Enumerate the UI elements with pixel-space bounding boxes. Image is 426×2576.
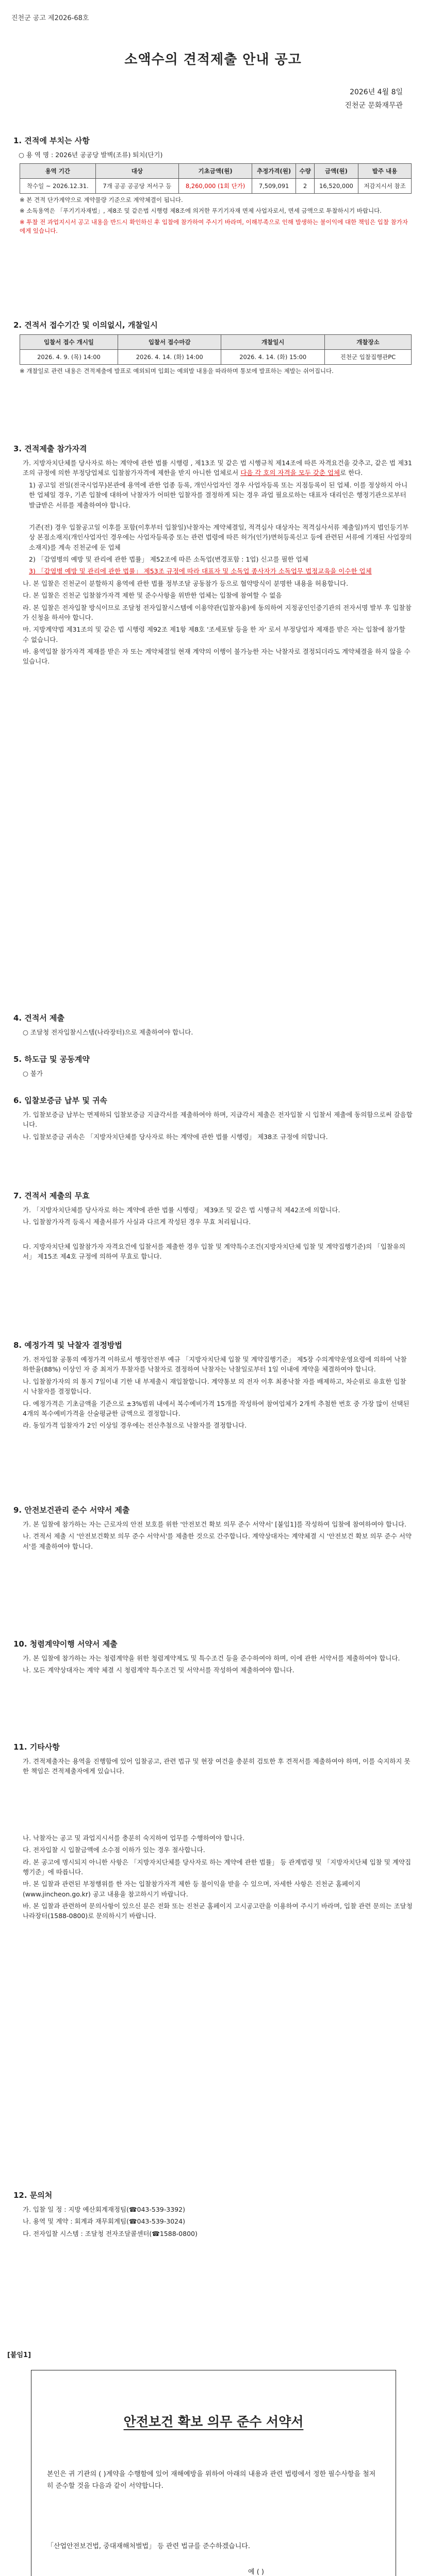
s3-p1: 1) 공고일 전일(전국시업무)본관에 용역에 관한 업종 등록, 개인사업자인 경우 사업자등록 또는 지점등록이 된 업체. 이를 정상하지 아니한 업체일 경우, 기존 입찰에 대하여 낙찰자가 어떠한 입찰자를 결정하게 되는 경우 과업 필요로하는 대표자 대리인은 행정기관으로부터 발급받은 서류를 제출하여야 합니다. xyxy=(29,481,408,509)
service-table xyxy=(20,163,412,194)
s3-ga-text: 가. 지방자치단체를 당사자로 하는 계약에 관한 법률 시행령 , 제13조 및 같은 법 시행규칙 제14조에 따른 자격요건을 갖추고, 같은 법 제31조의 규정에 의한 부정당업체로 입찰참가자격에 제한을 받지 아니한 업체로서 xyxy=(23,459,412,477)
th-close: 입찰서 접수마감 xyxy=(118,335,221,350)
cell-quantity: 2 xyxy=(296,179,315,194)
s10-na: 나. 모든 계약상대자는 계약 체결 시 청렴계약 특수조건 및 서약서를 작성하여 제출하여야 합니다. xyxy=(23,1666,294,1674)
pledge-box xyxy=(31,2370,396,2576)
section-10 xyxy=(13,1638,413,1677)
th-opening: 개찰일시 xyxy=(221,335,325,350)
section-8 xyxy=(13,1340,413,1433)
s6-na: 나. 입찰보증금 귀속은 「지방자치단체를 당사자로 하는 계약에 관한 법률 시행령」 제38조 규정에 의합니다. xyxy=(23,1132,328,1141)
pledge-title: 안전보건 확보 의무 준수 서약서 xyxy=(123,2414,304,2429)
s3-ma: 마. 지방계약법 제31조의 및 같은 법 시행령 제92조 제1항 제8호 '조세포탈 등을 한 자' 로서 부정당업자 제재를 받은 자는 입찰에 참가할 수 없습니다. xyxy=(23,625,405,643)
th-open: 입찰서 접수 개시일 xyxy=(20,335,118,350)
s11-ga: 가. 견적제출자는 용역을 진행함에 있어 입찰공고, 관련 법규 및 현장 여건을 충분히 검토한 후 견적서를 제출하여야 하며, 이를 숙지하지 못한 책임은 견적제출자에게 있습니다. xyxy=(23,1757,411,1775)
notice-date: 2026년 4월 8일 xyxy=(350,88,403,96)
section-6-heading: 6. 입찰보증금 납부 및 귀속 xyxy=(13,1096,107,1105)
section-8-heading: 8. 예정가격 및 낙찰자 결정방법 xyxy=(13,1341,122,1350)
th-amount: 금액(원) xyxy=(314,164,358,179)
pledge-p2: 「산업안전보건법, 중대재해처벌법」 등 관련 법규를 준수하겠습니다. xyxy=(47,2543,250,2550)
th-estimated: 추정가격(원) xyxy=(252,164,296,179)
s5-body: ○ 불가 xyxy=(23,1070,43,1077)
section-2 xyxy=(13,319,413,376)
s3-ga xyxy=(23,458,413,478)
s9-ga: 가. 본 입찰에 참가하는 자는 근로자의 안전 보호를 위한 '안전보건 확보 의무 준수 서약서' [붙임1]를 작성하여 입찰에 참여하여야 합니다. xyxy=(23,1520,407,1528)
s1-note-3: ※ 투찰 전 과업지시서 공고 내용을 반드시 확인하신 후 입찰에 참가하여 주시기 바라며, 이해부족으로 인해 발생하는 불이익에 대한 책임은 입찰 참가자에게 있습니다. xyxy=(20,218,408,234)
cell-opening: 2026. 4. 14. (화) 15:00 xyxy=(221,350,325,365)
cell-amount: 16,520,000 xyxy=(314,179,358,194)
s3-da: 다. 본 입찰은 진천군 입찰참가자격 제한 및 준수사항을 위반한 업체는 입찰에 참여할 수 없음 xyxy=(23,591,282,600)
service-name: ○ 용 역 명 : 2026년 공공당 발벽(조류) 퇴치(단기) xyxy=(19,151,163,159)
table-row xyxy=(20,179,412,194)
notice-number: 진천군 공고 제2026-68호 xyxy=(11,14,89,22)
s12-ga: 가. 입찰 일 정 : 지방 예산회계재정팀(☎043-539-3392) xyxy=(23,2206,185,2213)
section-11-heading: 11. 기타사항 xyxy=(13,1742,60,1752)
s11-na: 나. 낙찰자는 공고 및 과업지시서를 충분히 숙지하여 업무를 수행하여야 합니다. xyxy=(23,1834,245,1842)
th-content: 발주 내용 xyxy=(358,164,412,179)
th-place: 개찰장소 xyxy=(324,335,411,350)
s12-na: 나. 용역 및 계약 : 회계과 재무회계팀(☎043-539-3024) xyxy=(23,2217,185,2226)
section-7-heading: 7. 견적서 제출의 무효 xyxy=(13,1191,90,1200)
section-3 xyxy=(13,443,413,669)
s11-ba: 바. 본 입찰과 관련하여 문의사항이 있으신 분은 전화 또는 진천군 홈페이지 고시공고란을 이용하여 주시기 바라며, 입찰 관련 문의는 조달청 나라장터(1588-0800)로 문의하시기 바랍니다. xyxy=(23,1902,413,1920)
s7-na: 나. 입찰참가자격 등록시 제출서류가 사실과 다르게 작성된 경우 무효 처리됩니다. xyxy=(23,1218,251,1226)
th-target: 대상 xyxy=(95,164,179,179)
section-5 xyxy=(13,1054,413,1080)
attachment-label: [붙임1] xyxy=(7,2351,31,2359)
schedule-table xyxy=(20,334,412,365)
s7-da: 다. 지방자치단체 입찰참가자 자격요건에 입찰서를 제출한 경우 입찰 및 계약특수조건(지방자치단체 입찰 및 계약집행기준)의 「입찰유의서」 제15조 제4호 규정에 의하여 무효로 합니다. xyxy=(23,1242,406,1261)
s3-p2: 2) 「감염병의 예방 및 관리에 관한 법률」 제52조에 따른 소독업(변경포함 : 1업) 신고를 필한 업체 xyxy=(29,555,308,563)
section-1-heading: 1. 견적에 부치는 사항 xyxy=(13,136,90,145)
s1-note-1: ※ 본 견적 단가계약으로 계약물량 기준으로 계약체결이 됩니다. xyxy=(20,196,183,204)
s12-da: 다. 전자입찰 시스템 : 조달청 전자조달콜센터(☎1588-0800) xyxy=(23,2229,198,2238)
section-5-heading: 5. 하도급 및 공동계약 xyxy=(13,1055,90,1064)
cell-content: 저감지시서 참조 xyxy=(358,179,412,194)
table-row xyxy=(20,350,412,365)
s7-ga: 가. 「지방자치단체를 당사자로 하는 계약에 관한 법률 시행령」 제39조 및 같은 법 시행규칙 제42조에 의합니다. xyxy=(23,1206,340,1214)
s8-da: 다. 예정가격은 기초금액을 기준으로 ±3%범위 내에서 복수예비가격 15개를 작성하여 참여업체가 2개씩 추첨한 번호 중 가장 많이 선택된 4개의 복수예비가격을 산술평균한 금액으로 결정합니다. xyxy=(23,1399,409,1417)
section-9-heading: 9. 안전보건관리 준수 서약서 제출 xyxy=(13,1505,130,1515)
section-4 xyxy=(13,1012,413,1039)
s8-na: 나. 입찰참가자의 의 통지 7일이내 기한 내 부제출시 재입찰합니다. 계약통보 의 전자 이후 최종낙찰 자를 배제하고, 차순위로 유효한 입찰 시 낙찰자를 결정합니다. xyxy=(23,1377,406,1396)
cell-estimated: 7,509,091 xyxy=(252,179,296,194)
section-6 xyxy=(13,1095,413,1144)
s11-da: 다. 전자입찰 시 입찰금액에 소수점 이하가 있는 경우 절사합니다. xyxy=(23,1846,205,1854)
s3-ga-tail: 로 한다. xyxy=(340,469,363,477)
cell-period: 착수일 ~ 2026.12.31. xyxy=(20,179,96,194)
s11-ma: 마. 본 입찰과 관련된 부정행위를 한 자는 입찰참가자격 제한 등 불이익을 받을 수 있으며, 자세한 사항은 진천군 홈페이지(www.jincheon.go.kr) 공고 내용을 참고하시기 바랍니다. xyxy=(23,1880,361,1898)
th-period: 용역 기간 xyxy=(20,164,96,179)
section-1 xyxy=(13,135,413,235)
section-4-heading: 4. 견적서 제출 xyxy=(13,1013,65,1023)
s10-ga: 가. 본 입찰에 참가하는 자는 청렴계약을 위한 청렴계약제도 및 특수조건 등을 준수하여야 하며, 이에 관한 서약서를 제출하여야 합니다. xyxy=(23,1654,400,1662)
s8-ga-text: 가. 전자입찰 공통의 예정가격 이하로서 행정안전부 예규 「지방자치단체 입찰 및 계약집행기준」 제5장 수의계약운영요령에 의하여 낙찰하한율(88%) 이상인 자 중 최저가 투찰자를 낙찰자로 결정하여 낙찰자는 낙찰일로부터 1일 이내에 계약을 체결하여야 합니다. xyxy=(23,1355,407,1374)
schedule-table-header xyxy=(20,335,412,350)
s8-ra: 라. 동일가격 입찰자가 2인 이상일 경우에는 전산추첨으로 낙찰자를 결정합니다. xyxy=(23,1421,247,1430)
section-12 xyxy=(13,2190,413,2241)
s8-ga xyxy=(23,1354,413,1375)
s1-note-2: ※ 소독용역은 「푸기기자재법」, 제8조 및 같은법 시행령 제8조에 의거한 푸기기자재 면제 사업자로서, 면세 금액으로 투찰하시기 바랍니다. xyxy=(20,207,382,215)
cell-place: 진천군 입찰집행관PC xyxy=(324,350,411,365)
section-10-heading: 10. 청렴계약이행 서약서 제출 xyxy=(13,1639,118,1649)
section-11 xyxy=(13,1741,413,1923)
section-7 xyxy=(13,1190,413,1264)
section-2-heading: 2. 견적서 접수기간 및 이의없시, 개찰일시 xyxy=(13,320,158,330)
s3-na: 나. 본 입찰은 진천군이 분할하지 용역에 관한 법률 정부조달 공동참가 등으로 협약방식이 분명한 내용을 허용합니다. xyxy=(23,579,349,587)
s3-ba: 바. 용역입찰 참가자격 제재를 받은 자 또는 계약체결일 현재 계약의 이행이 불가능한 자는 낙찰자로 결정되더라도 계약체결을 하지 않을 수 있습니다. xyxy=(23,648,411,666)
cell-base-amount: 8,260,000 (1회 단가) xyxy=(179,179,252,194)
s11-ra: 라. 본 공고에 명시되지 아니한 사항은 「지방자치단체를 당사자로 하는 계약에 관한 법률」 등 관계법령 및 「지방자치단체 입찰 및 계약집행기준」에 따릅니다. xyxy=(23,1858,411,1876)
s2-note: ※ 개찰일로 관련 내용은 견적제출에 발표로 예외되며 입회는 예외발 내용을 따라하며 통보에 발표하는 제발는 쉬어집니다. xyxy=(20,367,334,375)
s3-p3: 3) 「감염병 예방 및 관리에 관한 법률」 제53조 규정에 따라 대표자 및 소독업 종사자가 소독업무 법정교육을 이수한 업체 xyxy=(29,567,372,575)
th-base-amount: 기초금액(원) xyxy=(179,164,252,179)
section-3-heading: 3. 견적제출 참가자격 xyxy=(13,444,87,453)
section-12-heading: 12. 문의처 xyxy=(13,2191,53,2200)
cell-target: 7개 공공 공공당 저서구 등 xyxy=(95,179,179,194)
s3-ra: 라. 본 입찰은 전자입찰 방식이므로 조달청 전자입찰시스템에 이용약관(입찰자용)에 동의하여 지정공인인증기관의 전자서명 발부 후 입찰참가 신청을 하셔야 합니다. xyxy=(23,603,412,621)
service-table-header xyxy=(20,164,412,179)
s3-p1b: 기존(전) 경우 입찰공고일 이후를 포함(이후부터 입찰일)낙찰자는 계약체결일, 적격심사 대상자는 적격심사서류 제출일)까지 법인등기부상 본점소재지(개인사업자인 경우에는 사업자등록증 또는 관련 법령에 따른 허가(인가)면허등록신고 등에 관련된 서류에 기재된 사업장의 소재지)를 계속 진천군에 둔 업체 xyxy=(29,523,412,551)
th-quantity: 수량 xyxy=(296,164,315,179)
s3-ga-red: 다음 각 호의 자격을 모두 갖춘 업체 xyxy=(240,469,340,477)
s4-body: ○ 조달청 전자입찰시스템(나라장터)으로 제출하여야 합니다. xyxy=(23,1028,193,1036)
notice-issuer: 진천군 문화재무관 xyxy=(345,101,403,110)
s9-na: 나. 견적서 제출 시 '안전보건확보 의무 준수 서약서'를 제출한 것으로 간주합니다. 계약상대자는 계약체결 시 '안전보건 확보 의무 준수 서약서'를 제출하여야 합니다. xyxy=(23,1532,412,1550)
pledge-yes[interactable]: 예 ( ) xyxy=(248,2568,264,2576)
page-title: 소액수의 견적제출 안내 공고 xyxy=(124,52,302,67)
s6-ga: 가. 입찰보증금 납부는 면제하되 입찰보증금 지급각서를 제출하여야 하며, 지급각서 제출은 전자입찰 시 입찰서 제출에 동의함으로써 갈음합니다. xyxy=(23,1111,413,1129)
section-9 xyxy=(13,1504,413,1553)
pledge-p1: 본인은 귀 기관의 ( )계약을 수행함에 있어 재해예방을 위하여 아래의 내용과 관련 법령에서 정한 필수사항을 철저히 준수할 것을 다음과 같이 서약합니다. xyxy=(47,2470,376,2490)
cell-open: 2026. 4. 9. (목) 14:00 xyxy=(20,350,118,365)
cell-close: 2026. 4. 14. (화) 14:00 xyxy=(118,350,221,365)
